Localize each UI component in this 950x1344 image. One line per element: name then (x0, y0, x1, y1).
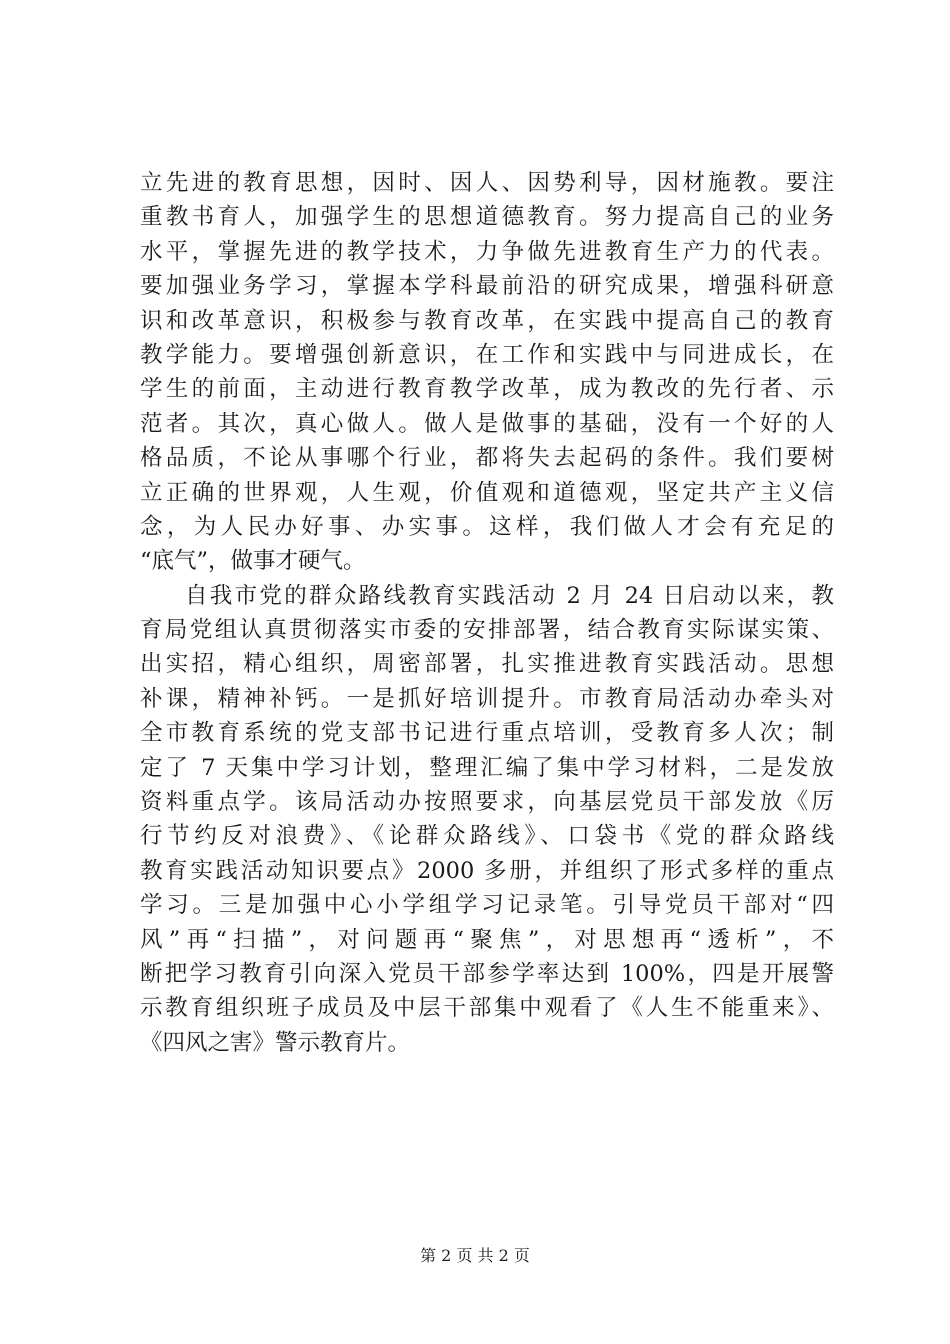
text-line: 风”再“扫描”，对问题再“聚焦”，对思想再“透析”，不 (140, 926, 834, 953)
text-line: 要加强业务学习，掌握本学科最前沿的研究成果，增强科研意 (140, 273, 834, 300)
text-line: 学生的前面，主动进行教育教学改革，成为教改的先行者、示 (140, 376, 834, 403)
text-line: 学习。三是加强中心小学组学习记录笔。引导党员干部对“四 (140, 892, 834, 919)
text-line: 全市教育系统的党支部书记进行重点培训，受教育多人次；制 (140, 720, 834, 747)
paragraph-2 (140, 579, 834, 1060)
page-footer (0, 1246, 950, 1266)
page-number-label: 第 2 页 共 2 页 (420, 1246, 530, 1265)
text-line: 教学能力。要增强创新意识，在工作和实践中与同进成长，在 (140, 341, 834, 368)
text-line: 补课，精神补钙。一是抓好培训提升。市教育局活动办牵头对 (140, 685, 834, 712)
text-line: 念，为人民办好事、办实事。这样，我们做人才会有充足的 (140, 513, 834, 540)
paragraph-1 (140, 166, 834, 579)
text-line: 育局党组认真贯彻落实市委的安排部署，结合教育实际谋实策、 (140, 617, 834, 644)
text-line: 定了 7 天集中学习计划，整理汇编了集中学习材料，二是发放 (140, 754, 834, 781)
document-body (140, 166, 834, 1060)
text-line: 《四风之害》警示教育片。 (140, 1029, 411, 1056)
text-line: 出实招，精心组织，周密部署，扎实推进教育实践活动。思想 (140, 651, 834, 678)
text-line: 立先进的教育思想，因时、因人、因势利导，因材施教。要注 (140, 170, 834, 196)
text-line: “底气”，做事才硬气。 (140, 548, 366, 575)
text-line: 行节约反对浪费》、《论群众路线》、口袋书《党的群众路线 (140, 823, 834, 850)
text-line: 资料重点学。该局活动办按照要求，向基层党员干部发放《厉 (140, 789, 834, 816)
text-line: 教育实践活动知识要点》2000 多册，并组织了形式多样的重点 (140, 857, 834, 884)
text-line: 立正确的世界观，人生观，价值观和道德观，坚定共产主义信 (140, 479, 834, 506)
text-line: 范者。其次，真心做人。做人是做事的基础，没有一个好的人 (140, 410, 834, 437)
text-line: 水平，掌握先进的教学技术，力争做先进教育生产力的代表。 (140, 238, 834, 265)
text-line: 重教书育人，加强学生的思想道德教育。努力提高自己的业务 (140, 204, 834, 231)
text-line: 格品质，不论从事哪个行业，都将失去起码的条件。我们要树 (140, 445, 834, 472)
text-line: 断把学习教育引向深入党员干部参学率达到 100%，四是开展警 (140, 960, 834, 987)
text-line: 示教育组织班子成员及中层干部集中观看了《人生不能重来》、 (140, 995, 834, 1022)
text-line: 识和改革意识，积极参与教育改革，在实践中提高自己的教育 (140, 307, 834, 334)
text-line: 自我市党的群众路线教育实践活动 2 月 24 日启动以来，教 (185, 582, 834, 609)
